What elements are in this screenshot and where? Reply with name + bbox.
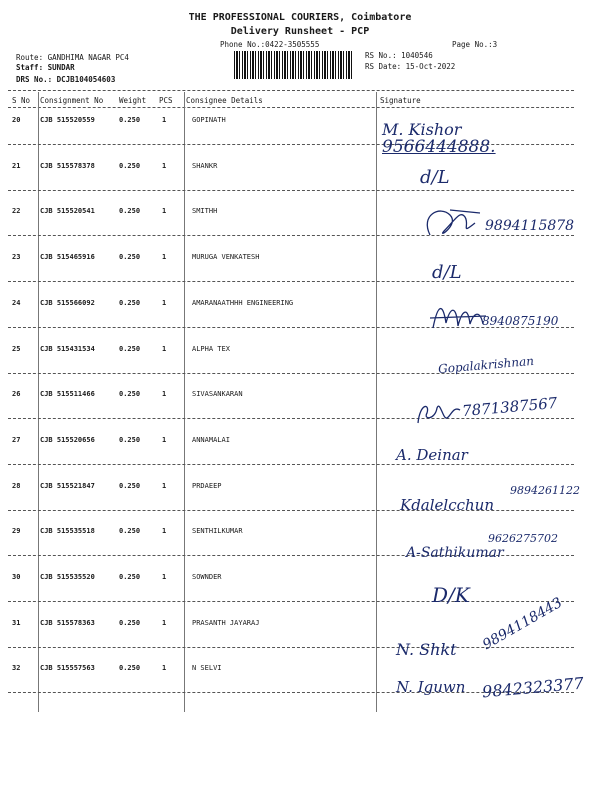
row-pcs: 1 — [162, 298, 167, 307]
row-sno: 27 — [12, 435, 21, 444]
row-consignment-no: CJB 515566092 — [40, 298, 95, 307]
row-weight: 0.250 — [119, 664, 141, 673]
barcode — [234, 51, 352, 79]
signature-row-31: N. Shkt — [396, 640, 457, 659]
col-divider — [376, 92, 377, 712]
row-consignee-name: GOPINATH — [192, 116, 226, 124]
col-weight: Weight — [119, 96, 147, 105]
company-name: THE PROFESSIONAL COURIERS, Coimbatore — [188, 12, 412, 23]
signature-row-29: A-Sathikumar — [406, 545, 504, 561]
drs-number: DRS No.: DCJB104054603 — [16, 75, 116, 84]
row-weight: 0.250 — [119, 161, 141, 170]
row-weight: 0.250 — [119, 390, 141, 399]
signature-row-20: M. Kishor — [382, 120, 462, 139]
signature-phone-row-24: 8940875190 — [482, 314, 559, 328]
signature-phone-row-22: 9894115878 — [485, 218, 575, 234]
row-sno: 28 — [12, 481, 21, 490]
row-weight: 0.250 — [119, 344, 141, 353]
signature-row-32: N. Iguwn — [396, 678, 466, 696]
row-separator — [8, 373, 574, 374]
row-pcs: 1 — [162, 618, 167, 627]
row-weight: 0.250 — [119, 207, 141, 216]
signature-row-30: D/K — [432, 583, 470, 607]
signature-row-25: Gopalakrishnan — [437, 353, 535, 377]
row-separator — [8, 190, 574, 191]
signature-phone-row-29: 9626275702 — [488, 532, 558, 545]
row-separator — [8, 601, 574, 602]
page-number: Page No.:3 — [452, 40, 498, 49]
row-consignment-no: CJB 515521847 — [40, 481, 95, 490]
col-pcs: PCS — [159, 96, 173, 105]
row-consignment-no: CJB 515520559 — [40, 116, 95, 124]
row-consignment-no: CJB 515465916 — [40, 253, 95, 262]
row-consignment-no: CJB 515535520 — [40, 573, 95, 581]
row-consignee-name: AMARANAATHHH ENGINEERING — [192, 298, 294, 307]
signature-row-24 — [428, 298, 488, 338]
rs-number: RS No.: 1040546 — [365, 51, 433, 60]
row-weight: 0.250 — [119, 573, 141, 581]
row-sno: 20 — [12, 116, 21, 124]
row-sno: 25 — [12, 344, 21, 353]
row-consignment-no: CJB 515431534 — [40, 344, 95, 353]
row-consignee-name: ANNAMALAI — [192, 435, 230, 444]
header-top-rule — [8, 90, 574, 91]
staff: Staff: SUNDAR — [16, 63, 75, 72]
row-consignee-name: SIVASANKARAN — [192, 390, 243, 399]
row-sno: 30 — [12, 573, 21, 581]
row-consignment-no: CJB 515535518 — [40, 527, 95, 536]
row-pcs: 1 — [162, 573, 167, 581]
signature-phone-row-31: 9894118443 — [479, 594, 566, 654]
col-consignment: Consignment No — [40, 96, 104, 105]
row-weight: 0.250 — [119, 253, 141, 262]
row-pcs: 1 — [162, 161, 167, 170]
row-weight: 0.250 — [119, 435, 141, 444]
row-pcs: 1 — [162, 344, 167, 353]
signature-row-21: d/L — [420, 167, 450, 188]
row-weight: 0.250 — [119, 116, 141, 124]
row-sno: 23 — [12, 253, 21, 262]
col-consignee: Consignee Details — [186, 96, 263, 105]
signature-phone-row-28: 9894261122 — [510, 484, 580, 497]
row-weight: 0.250 — [119, 298, 141, 307]
signature-row-23: d/L — [432, 262, 462, 283]
row-consignee-name: SENTHILKUMAR — [192, 527, 243, 536]
row-sno: 29 — [12, 527, 21, 536]
row-consignment-no: CJB 515520656 — [40, 435, 95, 444]
row-pcs: 1 — [162, 390, 167, 399]
row-consignee-name: MURUGA VENKATESH — [192, 253, 260, 262]
row-sno: 22 — [12, 207, 21, 216]
row-consignee-name: N SELVI — [192, 664, 222, 673]
row-consignee-name: ALPHA TEX — [192, 344, 230, 353]
row-pcs: 1 — [162, 207, 167, 216]
header-bottom-rule — [8, 107, 574, 108]
row-pcs: 1 — [162, 435, 167, 444]
row-pcs: 1 — [162, 481, 167, 490]
row-consignment-no: CJB 515520541 — [40, 207, 95, 216]
row-pcs: 1 — [162, 664, 167, 673]
row-consignment-no: CJB 515557563 — [40, 664, 95, 673]
row-consignee-name: PRDAEEP — [192, 481, 222, 490]
row-consignee-name: SOWNDER — [192, 573, 222, 581]
row-weight: 0.250 — [119, 481, 141, 490]
col-sno: S No — [12, 96, 31, 105]
signature-row-27: A. Deinar — [396, 446, 468, 464]
row-sno: 31 — [12, 618, 21, 627]
col-divider — [38, 92, 39, 712]
row-separator — [8, 464, 574, 465]
row-consignment-no: CJB 515578363 — [40, 618, 95, 627]
row-pcs: 1 — [162, 253, 167, 262]
signature-phone-row-32: 9842323377 — [481, 673, 585, 702]
document-title: Delivery Runsheet - PCP — [230, 26, 370, 37]
row-sno: 26 — [12, 390, 21, 399]
row-consignee-name: SHANKR — [192, 161, 218, 170]
signature-phone-row-26: 7871387567 — [461, 393, 559, 421]
row-sno: 21 — [12, 161, 21, 170]
row-pcs: 1 — [162, 527, 167, 536]
row-sno: 32 — [12, 664, 21, 673]
signature-row-26 — [415, 398, 465, 428]
row-consignment-no: CJB 515511466 — [40, 390, 95, 399]
row-sno: 24 — [12, 298, 21, 307]
phone-number: Phone No.:0422-3505555 — [220, 40, 320, 49]
signature-phone-row-20: 9566444888. — [382, 137, 496, 157]
row-consignee-name: PRASANTH JAYARAJ — [192, 618, 260, 627]
rs-date: RS Date: 15-Oct-2022 — [365, 62, 456, 71]
row-separator — [8, 281, 574, 282]
signature-row-28: Kdalelcchun — [400, 496, 495, 514]
row-pcs: 1 — [162, 116, 167, 124]
col-signature: Signature — [380, 96, 421, 105]
row-weight: 0.250 — [119, 618, 141, 627]
row-weight: 0.250 — [119, 527, 141, 536]
col-divider — [184, 92, 185, 712]
route: Route: GANDHIMA NAGAR PC4 — [16, 53, 129, 62]
row-consignee-name: SMITHH — [192, 207, 218, 216]
row-separator — [8, 418, 574, 419]
row-consignment-no: CJB 515578378 — [40, 161, 95, 170]
